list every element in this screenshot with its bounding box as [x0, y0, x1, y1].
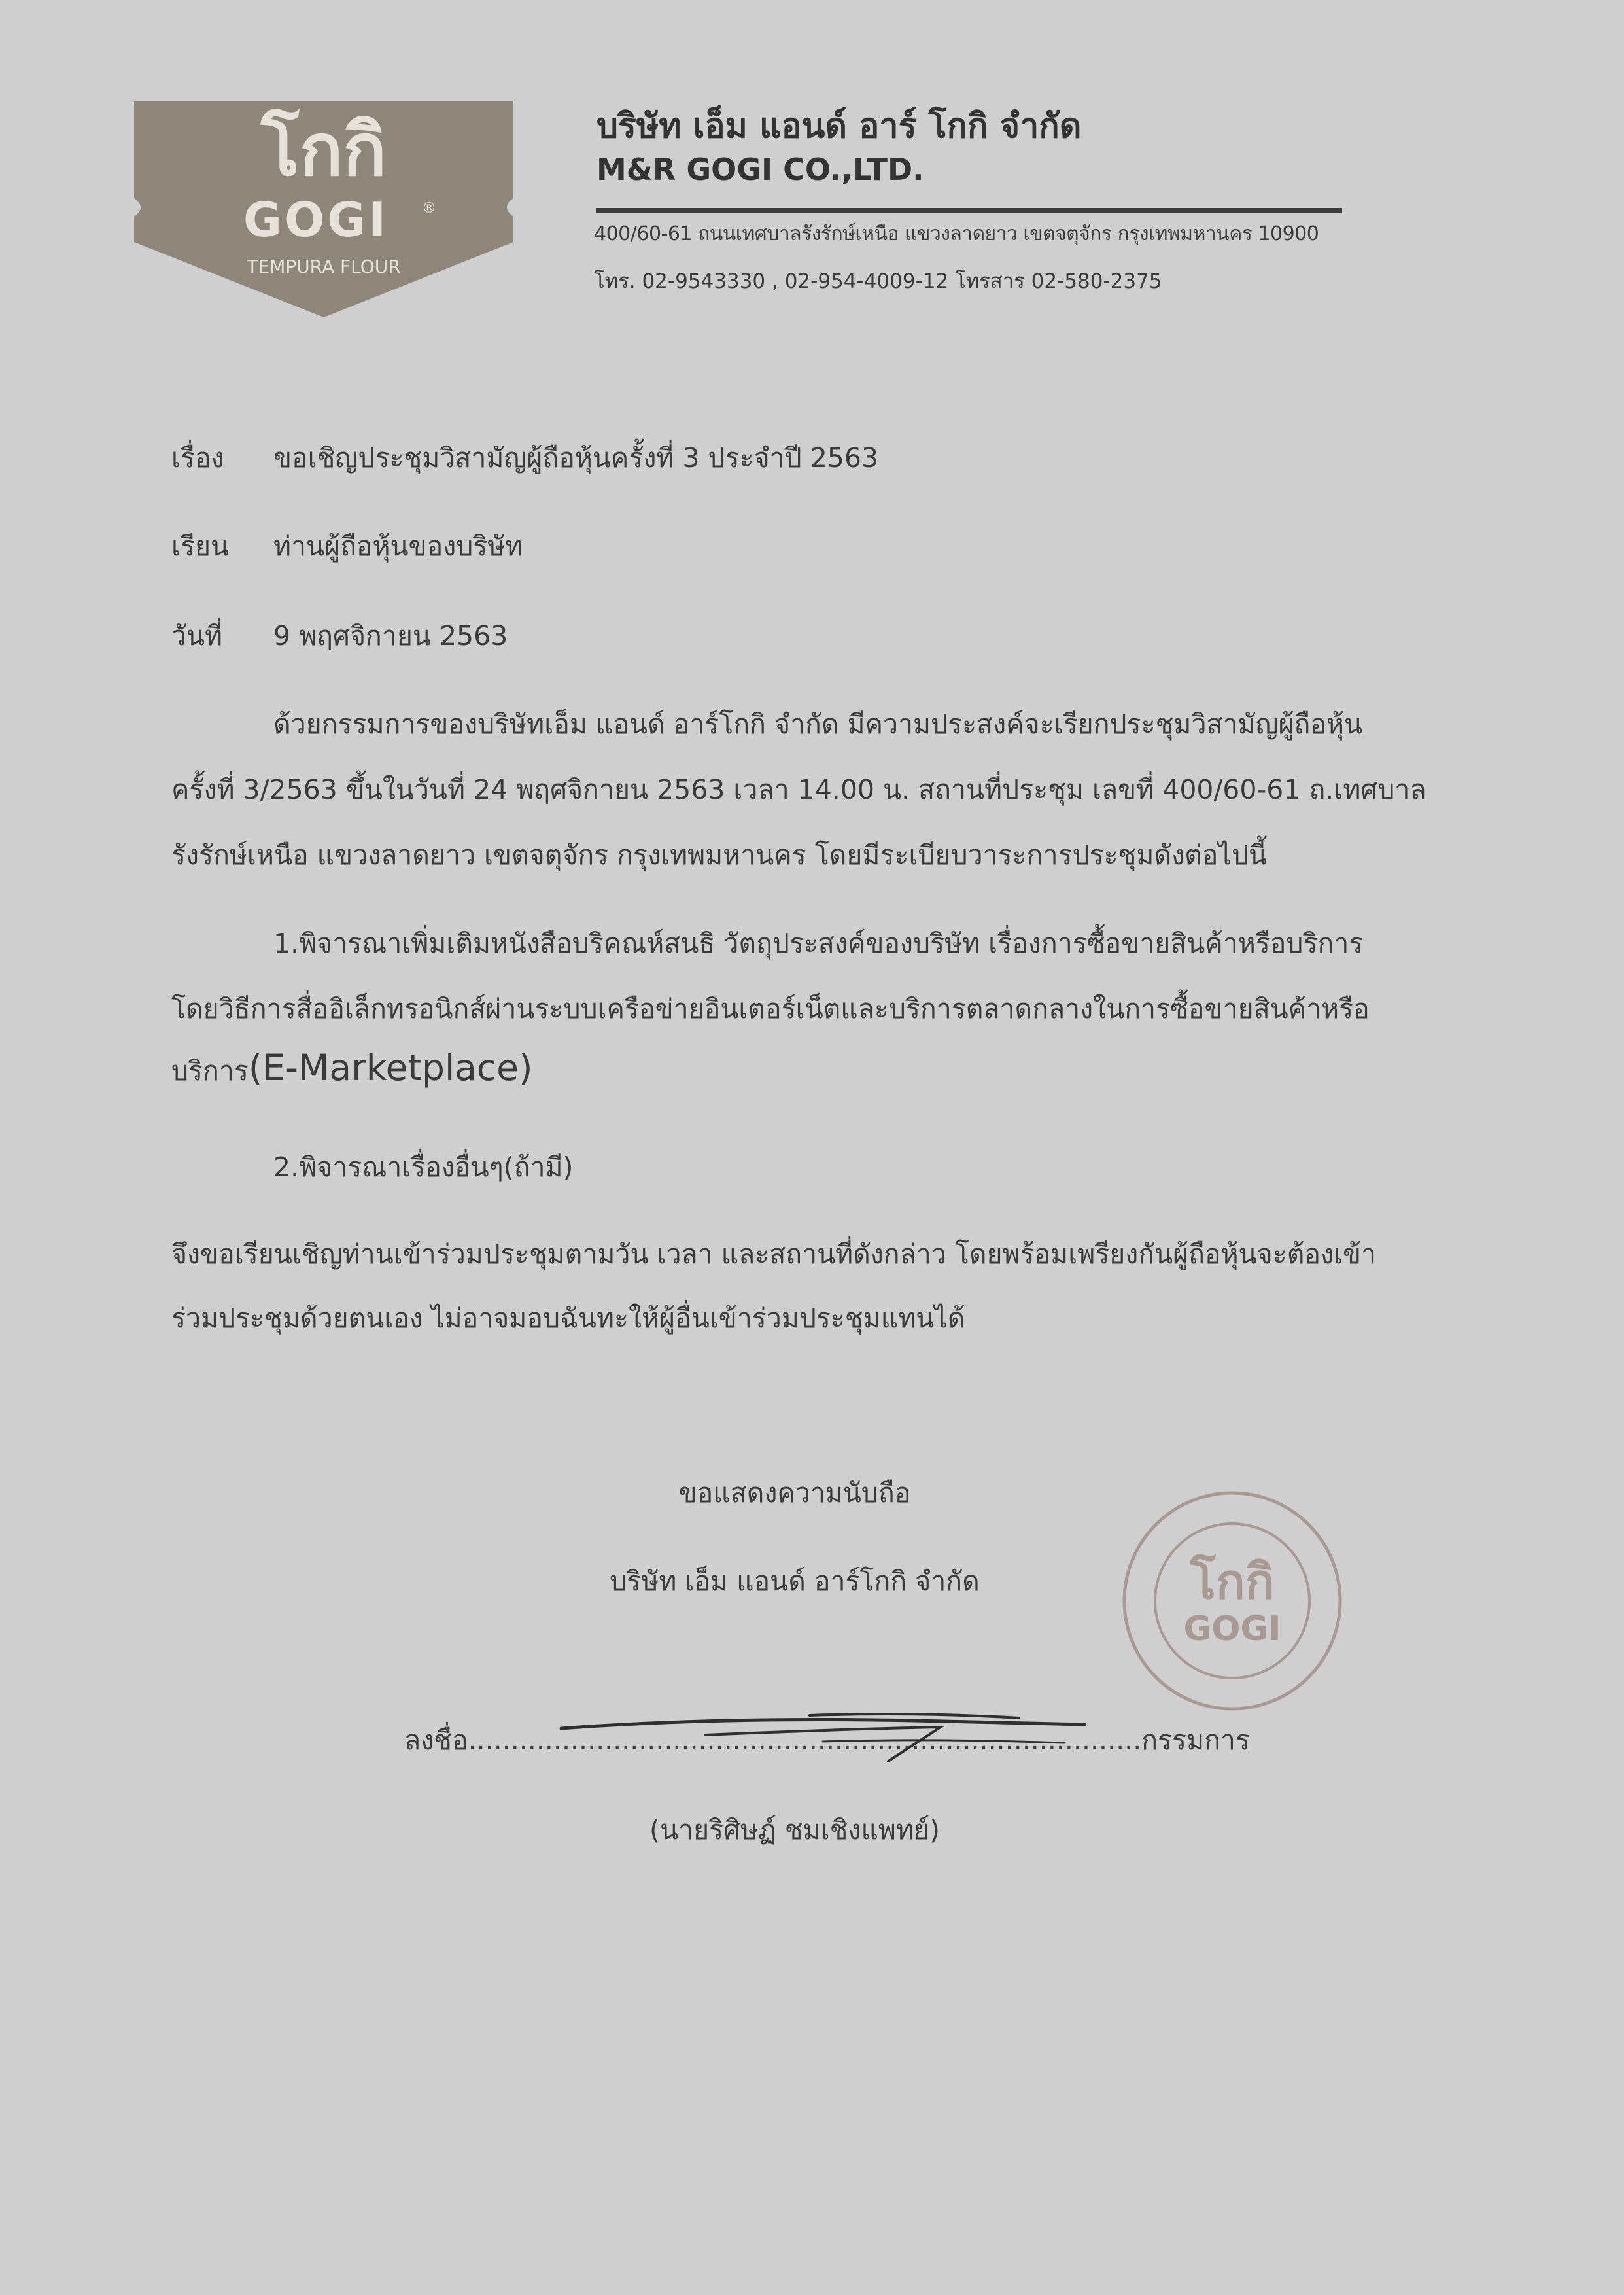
recipient-label: เรียน: [171, 531, 230, 562]
date-value: 9 พฤศจิกายน 2563: [273, 620, 508, 652]
logo-tagline: TEMPURA FLOUR: [247, 256, 401, 277]
paragraph1-line: รังรักษ์เหนือ แขวงลาดยาว เขตจตุจักร กรุงเทพมหานคร โดยมีระเบียบวาระการประชุมดังต่อไปนี้: [171, 839, 1268, 871]
letterhead-divider: [596, 208, 1342, 213]
seal-thai-mark: โกกิ: [1190, 1554, 1275, 1610]
subject-value: ขอเชิญประชุมวิสามัญผู้ถือหุ้นครั้งที่ 3 ประจำปี 2563: [273, 442, 879, 474]
signature-title: กรรมการ: [1141, 1725, 1250, 1756]
company-logo: [134, 101, 513, 317]
agenda-item-1-last-line: [171, 1047, 532, 1093]
logo-brand: GOGI: [243, 192, 389, 247]
date-label: วันที่: [171, 620, 223, 652]
paragraph1-line: ครั้งที่ 3/2563 ขึ้นในวันที่ 24 พฤศจิกายน 2563 เวลา 14.00 น. สถานที่ประชุม เลขที่ 400/60-61 ถ.เทศบาล: [171, 774, 1426, 805]
agenda-item-1-emarketplace: (E-Marketplace): [248, 1047, 533, 1089]
agenda-item-1-line: โดยวิธีการสื่ออิเล็กทรอนิกส์ผ่านระบบเครือข่ายอินเตอร์เน็ตและบริการตลาดกลางในการซื้อขายสินค้าหรือ: [171, 993, 1370, 1025]
company-name-english: M&R GOGI CO.,LTD.: [596, 152, 924, 187]
signer-name: (นายริศิษฏ์ ชมเชิงแพทย์): [649, 1814, 940, 1846]
subject-label: เรื่อง: [171, 442, 224, 474]
logo-thai-mark: โกกิ: [260, 108, 387, 192]
seal-brand: GOGI: [1183, 1609, 1281, 1649]
handwritten-signature: [548, 1701, 1097, 1773]
paragraph1-line: ด้วยกรรมการของบริษัทเอ็ม แอนด์ อาร์โกกิ จำกัด มีความประสงค์จะเรียกประชุมวิสามัญผู้ถือหุ้น: [273, 709, 1363, 740]
agenda-item-1-prefix: บริการ: [171, 1055, 249, 1087]
closing-regards: ขอแสดงความนับถือ: [678, 1477, 911, 1509]
recipient-value: ท่านผู้ถือหุ้นของบริษัท: [273, 531, 523, 562]
signature-dots: ...............................................................................: [468, 1725, 1142, 1756]
closing-company: บริษัท เอ็ม แอนด์ อาร์โกกิ จำกัด: [610, 1566, 980, 1597]
company-seal: [1120, 1488, 1345, 1714]
agenda-item-1-line: 1.พิจารณาเพิ่มเติมหนังสือบริคณห์สนธิ วัตถุประสงค์ของบริษัท เรื่องการซื้อขายสินค้าหรือบริการ: [273, 928, 1364, 959]
paragraph2-line: ร่วมประชุมด้วยตนเอง ไม่อาจมอบฉันทะให้ผู้อื่นเข้าร่วมประชุมแทนได้: [171, 1303, 965, 1334]
logo-registered-mark: ®: [422, 200, 436, 217]
agenda-item-2: 2.พิจารณาเรื่องอื่นๆ(ถ้ามี): [273, 1151, 574, 1183]
company-phone: โทร. 02-9543330 , 02-954-4009-12 โทรสาร 02-580-2375: [594, 270, 1162, 293]
company-name-thai: บริษัท เอ็ม แอนด์ อาร์ โกกิ จำกัด: [596, 107, 1082, 146]
signature-label: ลงชื่อ: [404, 1725, 468, 1756]
company-address: 400/60-61 ถนนเทศบาลรังรักษ์เหนือ แขวงลาดยาว เขตจตุจักร กรุงเทพมหานคร 10900: [594, 222, 1319, 245]
paragraph2-line: จึงขอเรียนเชิญท่านเข้าร่วมประชุมตามวัน เวลา และสถานที่ดังกล่าว โดยพร้อมเพรียงกันผู้ถือหุ้นจะต้องเข้า: [171, 1238, 1377, 1270]
